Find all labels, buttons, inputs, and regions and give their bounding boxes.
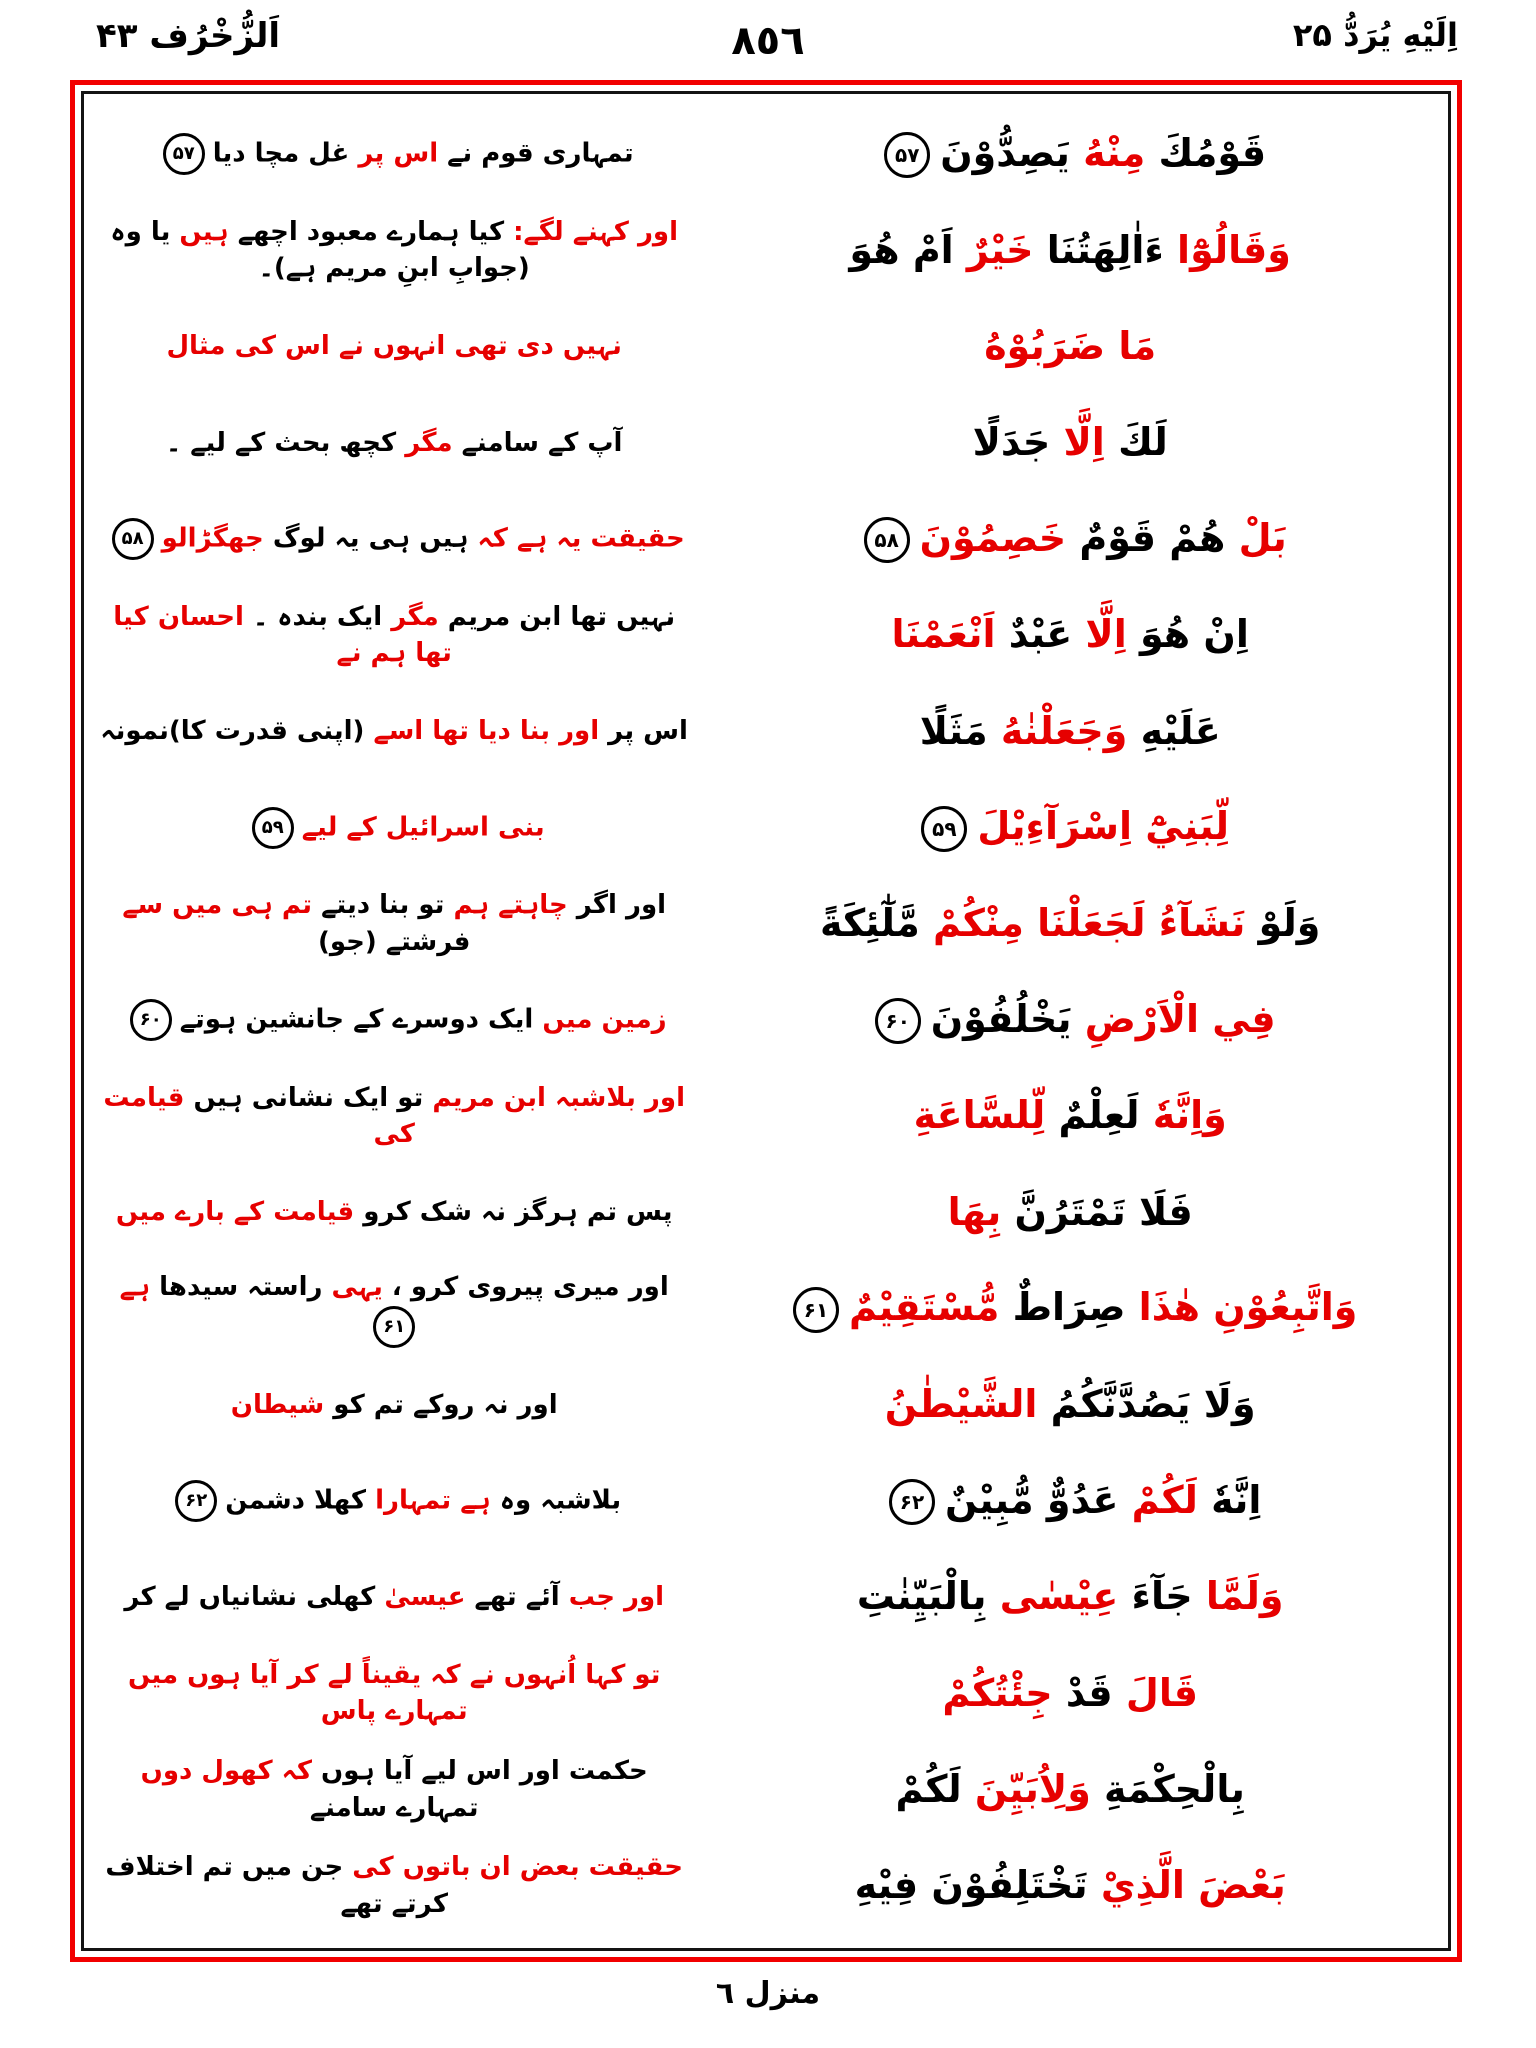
text-segment: مَثَلًا [919,708,988,753]
outer-red-frame [70,80,1462,1962]
ayah-number-badge: ۶۱ [793,1287,839,1333]
text-segment: مِنْهُ [1069,130,1146,175]
ayah-number-badge: ۶۰ [130,999,172,1041]
arabic-ayah-line [698,323,1442,371]
text-segment: هُمْ قَوْمٌ [1066,515,1226,560]
urdu-translation-line [90,1194,698,1230]
arabic-ayah-line [698,1862,1442,1910]
text-segment: مگر [396,427,453,458]
arabic-ayah-line [698,1670,1442,1718]
text-segment: زمین میں [533,1004,667,1035]
text-segment: کچھ بحث کے لیے ۔ [165,427,397,458]
text-segment: غل مچا دیا [212,138,350,169]
text-segment: راستہ سیدھا [150,1272,323,1303]
text-segment: اور بلاشبہ ابن مریم [423,1082,685,1113]
ayah-row [90,395,1442,491]
arabic-ayah-line [698,996,1442,1045]
text-segment: صِرَاطٌ [999,1285,1126,1330]
text-segment: فِي الْاَرْضِ [1071,996,1276,1041]
text-segment: نَشَآءُ لَجَعَلْنَا مِنْكُمْ [919,900,1246,945]
text-segment: ہے [119,1272,151,1303]
urdu-translation-line [90,1753,698,1826]
arabic-ayah-line [698,1766,1442,1814]
text-segment: عِيْسٰى [986,1574,1119,1619]
ayah-row [90,779,1442,875]
text-segment: يَخْلُفُوْنَ [930,996,1072,1041]
text-segment: تو کہا اُنہوں نے کہ یقیناً لے کر آیا ہوں میں تمہارے پاس [127,1659,661,1727]
text-segment: فَلَا تَمْتَرُنَّ [1001,1189,1193,1234]
urdu-translation-line [90,999,698,1041]
ayah-row [90,1645,1442,1741]
text-segment: یہی [322,1272,383,1303]
text-segment: لَكُمْ [1118,1477,1198,1522]
surah-name-label: اَلزُّخْرُف ۴۳ [96,16,281,56]
arabic-ayah-line [698,1189,1442,1237]
text-segment: وَقَالُوْٓا [1163,227,1291,272]
text-segment: ہیں ہی یہ لوگ [263,523,469,554]
text-segment: تو بنا دیتے [312,890,445,921]
text-segment: آپ کے سامنے [452,427,623,458]
text-segment: عَبْدٌ [995,612,1073,657]
ayah-number-badge: ۵۹ [252,807,294,849]
arabic-ayah-line [698,227,1442,275]
text-segment: جن میں تم اختلاف کرتے تھے [105,1852,448,1919]
ayah-row [90,1741,1442,1837]
ayah-row [90,298,1442,394]
text-segment: تمہارے سامنے [309,1792,479,1823]
ayah-row [90,683,1442,779]
arabic-ayah-line [698,1477,1442,1526]
text-segment: (اپنی قدرت کا)نمونہ [100,716,365,747]
ayah-number-badge: ۵۷ [163,133,205,175]
text-segment: لَعِلْمٌ [1045,1093,1140,1138]
urdu-translation-line [90,1480,698,1522]
text-segment: خَصِمُوْنَ [919,515,1067,560]
ayah-number-badge: ۵۷ [884,132,930,178]
text-segment: ہیں [170,216,229,247]
ayah-row [90,491,1442,587]
text-segment: ءَاٰلِهَتُنَا [1033,227,1164,272]
urdu-translation-line [90,1657,698,1730]
text-segment: اَمْ هُوَ [849,227,954,272]
text-segment: لَكَ [1104,419,1168,464]
text-segment: تَخْتَلِفُوْنَ فِيْهِ [854,1863,1088,1907]
text-segment: قیامت کی [103,1082,415,1150]
text-segment: مَا ضَرَبُوْهُ [984,323,1157,368]
urdu-translation-line [90,807,698,849]
text-segment: بِالْحِكْمَةِ [1090,1766,1245,1811]
text-segment: اور اگر [567,890,667,921]
ayah-row [90,972,1442,1068]
text-segment: آئے تھے [465,1581,560,1612]
text-segment: قَدْ [1052,1670,1113,1715]
text-segment: اِلَّا [1050,419,1105,464]
text-segment: تمہاری قوم نے [438,138,634,169]
text-segment: ہے تمہارا [366,1485,491,1516]
text-segment: نہیں تھا ابن مریم [438,601,676,632]
text-segment: احسان کیا تھا ہم نے [113,601,452,669]
text-segment: حقیقت بعض ان باتوں کی [343,1852,683,1883]
urdu-translation-line [90,328,698,364]
text-segment: مگر [382,601,439,632]
urdu-translation-line [90,518,698,560]
urdu-translation-line [90,1849,698,1922]
text-segment: عَلَيْهِ [1127,708,1221,753]
text-segment: لِّلسَّاعَةِ [913,1093,1046,1138]
text-segment: اس پر [599,716,688,747]
text-segment: قَالَ [1112,1670,1199,1715]
ayah-number-badge: ۶۲ [175,1480,217,1522]
urdu-translation-line [90,887,698,960]
manzil-label: منزل ٦ [715,1976,821,2011]
urdu-translation-line [90,1579,698,1615]
ayah-number-badge: ۶۰ [875,998,921,1044]
text-segment: عَدُوٌّ مُّبِيْنٌ [944,1477,1119,1522]
text-segment: اور جب [559,1581,665,1612]
arabic-ayah-line [698,611,1442,659]
text-segment: وَاتَّبِعُوْنِ هٰذَا [1125,1285,1358,1330]
text-segment: يَصِدُّوْنَ [940,130,1070,175]
text-segment: لَكُمْ [895,1766,962,1811]
text-segment: کہ کھول دوں [140,1756,312,1787]
urdu-translation-line [90,599,698,672]
ayah-number-badge: ۵۸ [864,517,910,563]
text-segment: ایک دوسرے کے جانشین ہوتے [179,1004,534,1035]
text-segment: چاہتے ہم [444,890,568,921]
arabic-ayah-line [698,515,1442,564]
text-segment: بلاشبہ وہ [490,1485,622,1516]
urdu-translation-line [90,133,698,175]
text-segment: اِنْ هُوَ [1126,612,1249,657]
ayah-number-badge: ۵۹ [921,806,967,852]
urdu-translation-line [90,1080,698,1153]
text-segment: وَلَوْ [1245,900,1321,945]
arabic-ayah-line [698,708,1442,756]
text-segment: کھلی نشانیاں لے کر [124,1581,376,1612]
text-segment: اِنَّهٗ [1197,1477,1262,1522]
text-segment: قیامت کے بارے میں [115,1197,355,1228]
text-segment: اِلَّا [1072,612,1127,657]
ayah-row [90,1260,1442,1356]
text-segment: لِّبَنِيْٓ اِسْرَآءِيْلَ [977,804,1229,849]
text-segment: بنی اسرائیل کے لیے [301,812,545,843]
ayah-row [90,106,1442,202]
text-segment: وَلَمَّا [1192,1574,1284,1619]
text-segment: تو ایک نشانی ہیں [184,1082,424,1113]
ayah-row [90,1549,1442,1645]
text-segment: وَلَا يَصُدَّنَّكُمُ [1037,1381,1256,1426]
text-segment: ایک بندہ ۔ [243,601,383,632]
arabic-ayah-line [698,1284,1442,1333]
ayah-row [90,587,1442,683]
inner-black-frame [81,91,1451,1951]
text-segment: وَاِنَّهٗ [1139,1093,1227,1138]
text-segment: اور میری پیروی کرو ، [382,1272,669,1303]
arabic-ayah-line [698,419,1442,467]
text-segment: حکمت اور اس لیے آیا ہوں [311,1756,648,1787]
text-segment: کھلا دشمن [225,1485,367,1516]
ayah-row [90,1068,1442,1164]
urdu-translation-line [90,1269,698,1347]
urdu-translation-line [90,1387,698,1423]
text-segment: شیطان [230,1389,325,1420]
text-segment: اَنْعَمْنَا [891,612,996,657]
text-segment: الشَّيْطٰنُ [884,1381,1038,1426]
ayah-row [90,1838,1442,1934]
arabic-ayah-line [698,1092,1442,1140]
text-segment: بَلْ [1225,515,1287,560]
text-segment: بَعْضَ الَّذِيْ [1087,1863,1286,1907]
ayah-row [90,1164,1442,1260]
text-segment: وَلِاُبَيِّنَ [961,1766,1091,1811]
ayah-row [90,1357,1442,1453]
text-segment: تم ہی میں سے [122,890,313,921]
text-segment: وَجَعَلْنٰهُ [987,708,1128,753]
ayah-number-badge: ۵۸ [112,518,154,560]
urdu-translation-line [90,713,698,749]
page-number: ٨٥٦ [731,18,805,64]
text-segment: جَآءَ [1118,1574,1193,1619]
text-segment: فرشتے (جو) [317,926,471,957]
text-segment: بِالْبَيِّنٰتِ [856,1574,987,1619]
juz-name-label: اِلَيْهِ يُرَدُّ ۲۵ [1292,16,1458,54]
ayah-row [90,876,1442,972]
urdu-translation-line [90,214,698,287]
urdu-translation-line [90,425,698,461]
text-segment: بِهَا [947,1189,1002,1234]
text-segment: کیا ہمارے معبود اچھے [228,216,505,247]
text-segment: اور کہنے لگے: [504,216,678,247]
text-segment: قَوْمُكَ [1145,130,1267,175]
text-segment: مَّلٰٓئِكَةً [820,900,920,945]
ayah-rows-container [84,94,1448,1948]
ayah-number-badge: ۶۲ [889,1479,935,1525]
text-segment: پس تم ہرگز نہ شک کرو [354,1197,673,1228]
text-segment: جِئْتُكُمْ [942,1670,1053,1715]
arabic-ayah-line [698,1381,1442,1429]
arabic-ayah-line [698,1573,1442,1621]
text-segment: اس پر [349,138,439,169]
text-segment: اور نہ روکے تم کو [324,1389,558,1420]
ayah-number-badge: ۶۱ [373,1306,415,1348]
text-segment: جَدَلًا [972,419,1051,464]
text-segment: خَيْرٌ [953,227,1034,272]
text-segment: یا وہ (جوابِ ابنِ مریم ہے)۔ [110,216,530,284]
text-segment: نہیں دی تھی انہوں نے اس کی مثال [166,331,622,362]
text-segment: حقیقت یہ ہے کہ [468,523,685,554]
text-segment: مُّسْتَقِيْمٌ [848,1285,1000,1330]
arabic-ayah-line [698,900,1442,948]
arabic-ayah-line [698,130,1442,179]
ayah-row [90,1453,1442,1549]
arabic-ayah-line [698,803,1442,852]
text-segment: جھگڑالو [161,523,264,554]
ayah-row [90,202,1442,298]
text-segment: اور بنا دیا تھا اسے [364,716,600,747]
text-segment: عیسیٰ [375,1581,466,1612]
